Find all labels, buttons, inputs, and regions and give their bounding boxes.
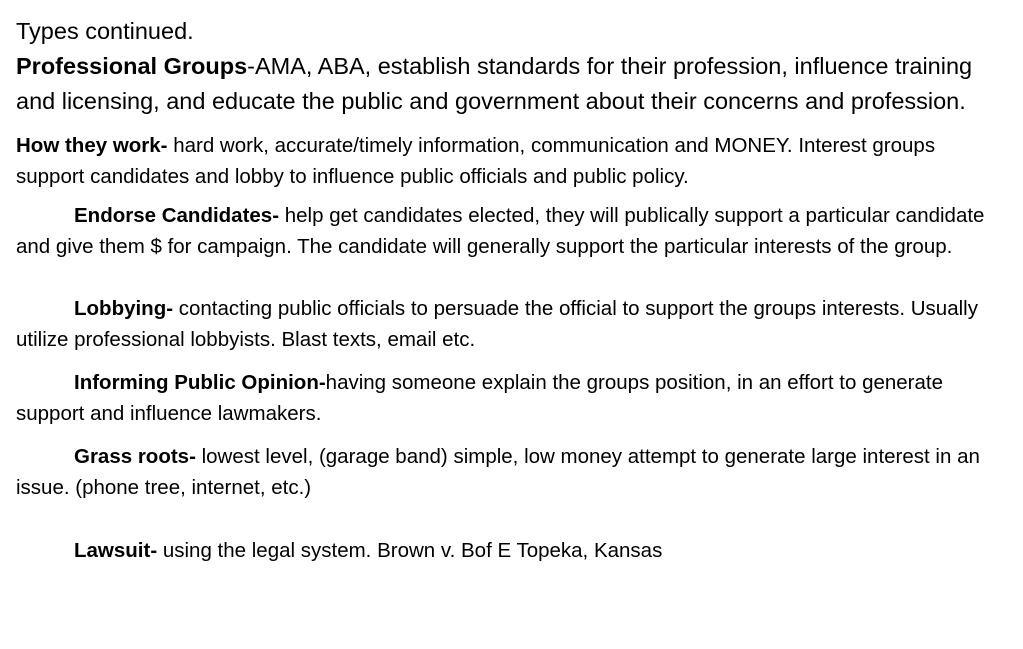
informing-public-opinion-term: Informing Public Opinion- xyxy=(74,371,326,394)
professional-groups-paragraph xyxy=(16,49,1006,119)
endorse-candidates-text: help get candidates elected, they will publically support a particular candidate and give them $ for campaign. The candidate will generally support the particular interests of the group. xyxy=(16,204,985,258)
endorse-candidates-paragraph xyxy=(16,200,1006,262)
slide-content xyxy=(16,14,1006,566)
lobbying-text: contacting public officials to persuade the official to support the groups interests. Usually utilize professional lobbyists. Blast texts, email etc. xyxy=(16,297,978,351)
how-they-work-text: hard work, accurate/timely information, communication and MONEY. Interest groups support candidates and lobby to influence public officials and public policy. xyxy=(16,134,936,188)
lawsuit-text: using the legal system. Brown v. Bof E Topeka, Kansas xyxy=(157,539,663,562)
grass-roots-paragraph xyxy=(16,441,1006,503)
lobbying-paragraph xyxy=(16,293,1006,355)
grass-roots-term: Grass roots- xyxy=(74,445,196,468)
grass-roots-text: lowest level, (garage band) simple, low money attempt to generate large interest in an issue. (phone tree, internet, etc.) xyxy=(16,445,980,499)
endorse-candidates-term: Endorse Candidates- xyxy=(74,204,280,227)
informing-public-opinion-paragraph xyxy=(16,367,1006,429)
how-they-work-paragraph xyxy=(16,130,1006,192)
lawsuit-term: Lawsuit- xyxy=(74,539,158,562)
informing-public-opinion-text: having someone explain the groups position, in an effort to generate support and influence lawmakers. xyxy=(16,371,943,425)
lawsuit-paragraph xyxy=(16,535,1006,566)
slide-heading: Types continued. xyxy=(16,18,194,44)
professional-groups-term: Professional Groups xyxy=(16,53,248,79)
how-they-work-term: How they work- xyxy=(16,134,168,157)
professional-groups-text: -AMA, ABA, establish standards for their profession, influence training and licensing, and educate the public and government about their concerns and profession. xyxy=(16,53,973,114)
lobbying-term: Lobbying- xyxy=(74,297,174,320)
